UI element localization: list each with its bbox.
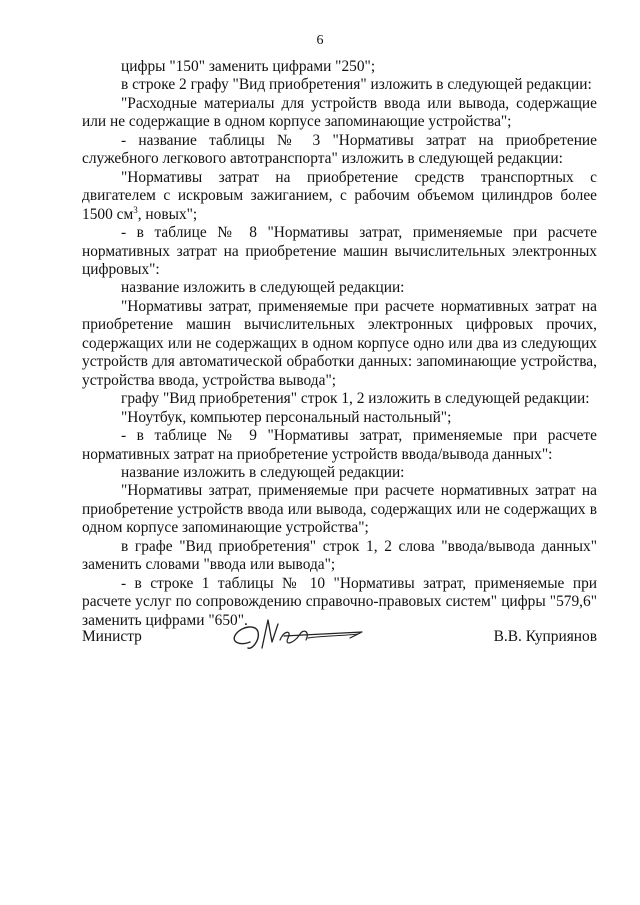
- page-number: 6: [316, 33, 324, 48]
- paragraph: графу "Вид приобретения" строк 1, 2 изложить в следующей редакции:: [121, 390, 590, 408]
- paragraph: - в строке 1 таблицы № 10 "Нормативы затрат, применяемые при расчете услуг по сопровождению справочно-правовых систем" цифры "579,6" заменить цифрами "650".: [82, 574, 597, 629]
- paragraph: [82, 169, 597, 224]
- paragraph: цифры "150" заменить цифрами "250";: [121, 58, 376, 75]
- paragraph: в графе "Вид приобретения" строк 1, 2 слова "ввода/вывода данных" заменить словами "ввода или вывода";: [82, 537, 597, 574]
- paragraph: название изложить в следующей редакции:: [121, 463, 405, 481]
- paragraph: "Расходные материалы для устройств ввода или вывода, содержащие или не содержащие в одном корпусе запоминающие устройства";: [82, 94, 597, 131]
- paragraph: "Ноутбук, компьютер персональный настольный";: [121, 408, 452, 426]
- paragraph: "Нормативы затрат, применяемые при расчете нормативных затрат на приобретение устройств ввода или вывода, содержащих или не содержащих в одном корпусе запоминающие устройства";: [82, 482, 597, 537]
- superscript: 3: [133, 204, 138, 215]
- paragraph-text: "Нормативы затрат на приобретение средств транспортных с двигателем с искровым зажиганием, с рабочим объемом цилиндров более 1500 см: [82, 168, 597, 223]
- signatory-title: Министр: [82, 628, 142, 645]
- paragraph-tail: , новых";: [137, 205, 198, 223]
- signature-block: [82, 612, 597, 662]
- document-body: [82, 58, 597, 630]
- paragraph: "Нормативы затрат, применяемые при расчете нормативных затрат на приобретение машин вычислительных электронных цифровых прочих, содержащих или не содержащих в одном корпусе одно или два из следующих устройств для автоматической обработки данных: запоминающие устройства, устройства ввода, устройства вывода";: [82, 297, 597, 389]
- handwritten-signature: [222, 612, 382, 656]
- paragraph: название изложить в следующей редакции:: [121, 279, 405, 297]
- paragraph: - в таблице № 8 "Нормативы затрат, применяемые при расчете нормативных затрат на приобретение машин вычислительных электронных цифровых":: [82, 224, 597, 278]
- paragraph: - в таблице № 9 "Нормативы затрат, применяемые при расчете нормативных затрат на приобретение устройств ввода/вывода данных":: [82, 427, 597, 463]
- paragraph: в строке 2 графу "Вид приобретения" изложить в следующей редакции:: [121, 76, 592, 94]
- signatory-name: В.В. Куприянов: [493, 628, 597, 645]
- paragraph: - название таблицы № 3 "Нормативы затрат на приобретение служебного легкового автотранспорта" изложить в следующей редакции:: [82, 131, 597, 168]
